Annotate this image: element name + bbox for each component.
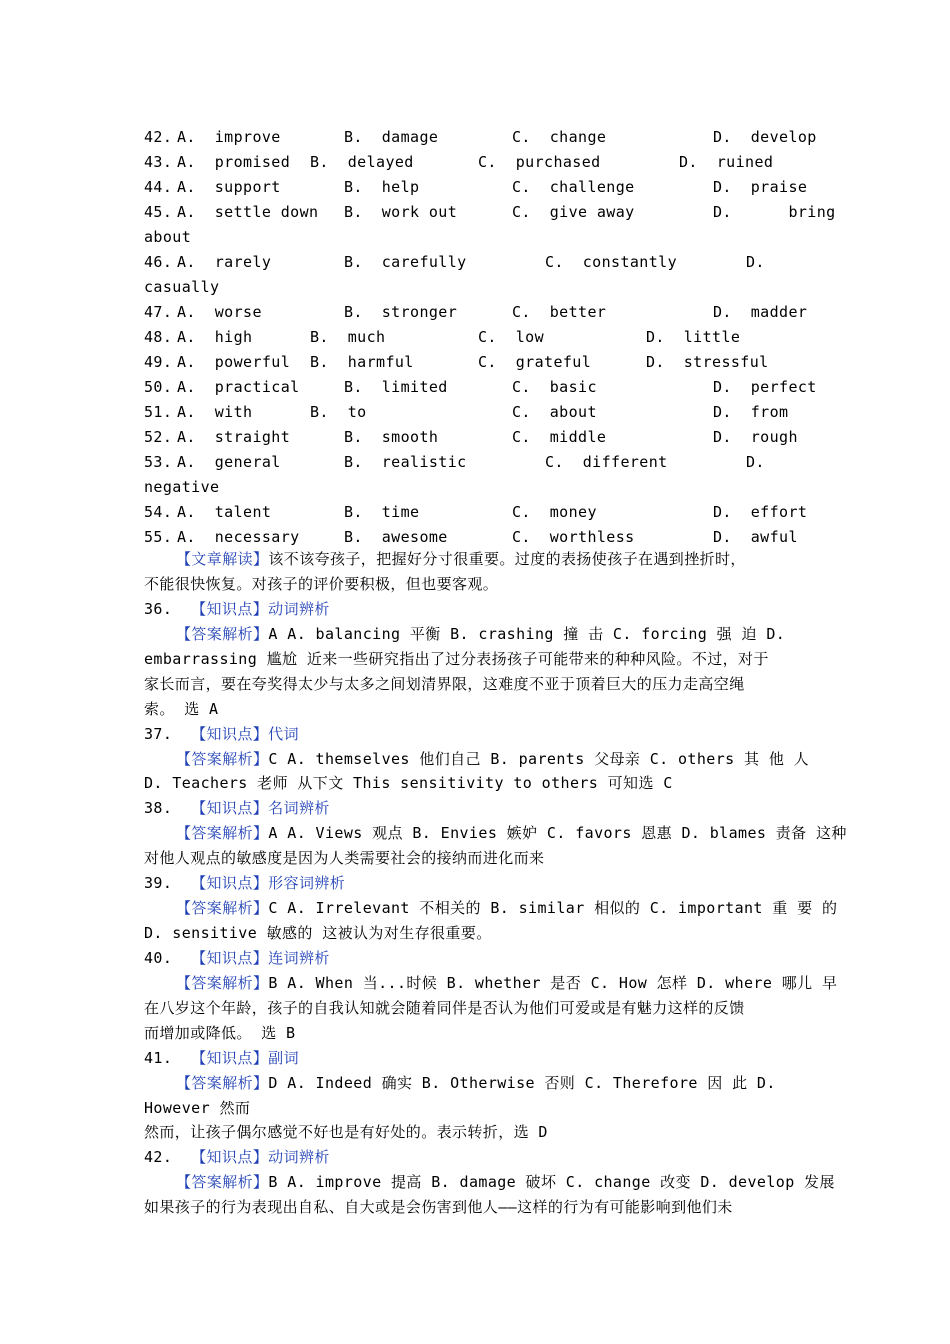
knowledge-point-text: 动词辨析 <box>268 600 330 618</box>
option-c: C. constantly <box>545 253 678 271</box>
explanation-line <box>144 1096 809 1121</box>
explanation-text: A A. Views 观点 B. Envies 嫉妒 C. favors 恩惠 D. blames 责备 这种 <box>268 824 847 843</box>
option-a: A. improve <box>177 128 281 146</box>
question-options-row <box>144 175 809 200</box>
answer-tag: 【答案解析】 <box>176 1073 269 1092</box>
question-options-row <box>144 250 809 275</box>
explanation-text: embarrassing 尴尬 近来一些研究指出了过分表扬孩子可能带来的种种风险。不过，对于 <box>144 649 769 668</box>
question-number: 52. <box>144 428 173 446</box>
option-c: C. worthless <box>512 528 635 546</box>
explanation-line <box>144 771 809 796</box>
knowledge-point-line <box>144 796 330 821</box>
knowledge-point-line <box>144 1145 330 1170</box>
option-a: A. high <box>177 328 253 346</box>
question-options-row <box>144 200 836 225</box>
option-c: C. better <box>512 303 607 321</box>
reading-tag: 【文章解读】 <box>176 550 269 568</box>
option-c: C. basic <box>512 378 597 396</box>
explanation-line <box>144 672 809 697</box>
explanation-text: 而增加或降低。 选 B <box>144 1023 296 1042</box>
reading-text: 该不该夸孩子，把握好分寸很重要。过度的表扬使孩子在遇到挫折时， <box>268 550 746 568</box>
knowledge-point-line <box>144 946 330 971</box>
question-number: 55. <box>144 528 173 546</box>
question-options-row <box>144 125 817 150</box>
answer-tag: 【答案解析】 <box>176 749 269 768</box>
answer-tag: 【答案解析】 <box>176 625 269 643</box>
option-wrap-text: casually <box>144 278 220 296</box>
option-a: A. promised <box>177 153 291 171</box>
explanation-text: However 然而 <box>144 1098 251 1117</box>
knowledge-point-text: 副词 <box>268 1048 299 1067</box>
option-b: B. to <box>310 403 367 421</box>
knowledge-point-text: 代词 <box>268 724 299 743</box>
answer-tag: 【答案解析】 <box>176 974 269 992</box>
explanation-text: 然而，让孩子偶尔感觉不好也是有好处的。表示转折，选 D <box>144 1123 548 1142</box>
option-d: D. awful <box>713 528 798 546</box>
option-a: A. general <box>177 453 281 471</box>
option-d: D. effort <box>713 503 808 521</box>
answer-tag: 【答案解析】 <box>176 1173 269 1192</box>
option-d: D. praise <box>713 178 808 196</box>
answer-explanation <box>144 622 809 722</box>
explanation-line <box>144 846 809 871</box>
explanation-text: D A. Indeed 确实 B. Otherwise 否则 C. Therefore 因 此 D. <box>268 1073 776 1092</box>
option-c: C. give away <box>512 203 635 221</box>
explanation-text: 在八岁这个年龄，孩子的自我认知就会随着同伴是否认为他们可爱或是有魅力这样的反馈 <box>144 998 745 1017</box>
option-c: C. money <box>512 503 597 521</box>
question-options-row <box>144 350 809 375</box>
explanation-line <box>144 1170 835 1195</box>
option-a: A. with <box>177 403 253 421</box>
option-c: C. low <box>478 328 545 346</box>
option-d: D. from <box>713 403 789 421</box>
explanation-text: A A. balancing 平衡 B. crashing 撞 击 C. forcing 强 迫 D. <box>268 625 786 643</box>
question-number: 49. <box>144 353 173 371</box>
answer-explanation <box>144 821 847 871</box>
explanation-text: 家长而言，要在夸奖得太少与太多之间划清界限，这难度不亚于顶着巨大的压力走高空绳 <box>144 674 745 693</box>
question-number: 42. <box>144 128 173 146</box>
option-b: B. awesome <box>344 528 448 546</box>
question-options-row <box>144 375 817 400</box>
option-b: B. stronger <box>344 303 458 321</box>
explanation-line <box>144 647 809 672</box>
option-d: D. perfect <box>713 378 817 396</box>
explanation-text: C A. themselves 他们自己 B. parents 父母亲 C. others 其 他 人 <box>268 749 810 768</box>
option-a: A. support <box>177 178 281 196</box>
option-b: B. delayed <box>310 153 414 171</box>
answer-tag: 【答案解析】 <box>176 824 269 843</box>
option-b: B. carefully <box>344 253 467 271</box>
question-number: 46. <box>144 253 173 271</box>
article-reading <box>144 547 809 597</box>
option-c: C. different <box>545 453 668 471</box>
option-d: D. little <box>646 328 741 346</box>
question-number: 53. <box>144 453 173 471</box>
explanation-line <box>144 996 809 1021</box>
option-d: D. stressful <box>646 353 769 371</box>
explanation-line <box>144 1195 809 1220</box>
reading-line: 不能很快恢复。对孩子的评价要积极，但也要客观。 <box>144 574 499 593</box>
question-number: 43. <box>144 153 173 171</box>
explanation-text: C A. Irrelevant 不相关的 B. similar 相似的 C. important 重 要 的 <box>268 899 838 918</box>
explanation-line <box>144 821 847 846</box>
explanation-text: D. sensitive 敏感的 这被认为对生存很重要。 <box>144 924 492 943</box>
question-options-row <box>144 400 809 425</box>
option-b: B. much <box>310 328 386 346</box>
question-options-row <box>144 150 809 175</box>
explanation-line <box>144 622 809 647</box>
knowledge-point-tag: 【知识点】 <box>191 949 269 967</box>
option-d: D. <box>746 253 765 271</box>
item-number: 41. <box>144 1048 192 1067</box>
option-b: B. limited <box>344 378 448 396</box>
knowledge-point-tag: 【知识点】 <box>191 724 269 743</box>
knowledge-point-tag: 【知识点】 <box>191 874 269 893</box>
option-d: D. <box>746 453 765 471</box>
answer-tag: 【答案解析】 <box>176 899 269 918</box>
option-b: B. time <box>344 503 420 521</box>
option-b: B. realistic <box>344 453 467 471</box>
option-c: C. about <box>512 403 597 421</box>
knowledge-point-text: 形容词辨析 <box>268 874 346 893</box>
knowledge-point-tag: 【知识点】 <box>191 1148 269 1167</box>
knowledge-point-tag: 【知识点】 <box>191 799 269 818</box>
knowledge-point-line <box>144 722 299 747</box>
explanation-line <box>144 971 838 996</box>
question-number: 50. <box>144 378 173 396</box>
knowledge-point-text: 连词辨析 <box>268 949 330 967</box>
question-options-row <box>144 425 809 450</box>
question-number: 54. <box>144 503 173 521</box>
option-a: A. necessary <box>177 528 300 546</box>
option-d: D. bring <box>713 203 836 221</box>
answer-explanation <box>144 1170 835 1220</box>
option-a: A. straight <box>177 428 291 446</box>
item-number: 37. <box>144 724 192 743</box>
answer-explanation <box>144 896 838 946</box>
option-d: D. rough <box>713 428 798 446</box>
option-c: C. grateful <box>478 353 592 371</box>
option-b: B. harmful <box>310 353 414 371</box>
question-number: 47. <box>144 303 173 321</box>
answer-explanation <box>144 1071 809 1146</box>
option-d: D. ruined <box>679 153 774 171</box>
knowledge-point-tag: 【知识点】 <box>191 1048 269 1067</box>
option-c: C. purchased <box>478 153 601 171</box>
item-number: 40. <box>144 949 192 967</box>
answer-explanation <box>144 747 809 797</box>
option-wrap-text: about <box>144 228 192 246</box>
knowledge-point-line <box>144 871 345 896</box>
item-number: 38. <box>144 799 192 818</box>
option-a: A. powerful <box>177 353 291 371</box>
option-a: A. settle down <box>177 203 319 221</box>
explanation-text: B A. improve 提高 B. damage 破坏 C. change 改变 D. develop 发展 <box>268 1173 835 1192</box>
explanation-line <box>144 1021 809 1046</box>
question-number: 44. <box>144 178 173 196</box>
knowledge-point-text: 名词辨析 <box>268 799 330 818</box>
explanation-text: D. Teachers 老师 从下文 This sensitivity to others 可知选 C <box>144 774 673 793</box>
question-number: 48. <box>144 328 173 346</box>
explanation-text: B A. When 当...时候 B. whether 是否 C. How 怎样 D. where 哪儿 早 <box>268 974 838 992</box>
knowledge-point-line <box>144 1046 299 1071</box>
knowledge-point-line <box>144 597 330 622</box>
option-b: B. damage <box>344 128 439 146</box>
explanation-line <box>144 1120 809 1145</box>
explanation-line <box>144 921 809 946</box>
option-a: A. talent <box>177 503 272 521</box>
explanation-line <box>144 697 809 722</box>
option-b: B. help <box>344 178 420 196</box>
explanation-text: 对他人观点的敏感度是因为人类需要社会的接纳而进化而来 <box>144 849 545 868</box>
explanation-text: 如果孩子的行为表现出自私、自大或是会伤害到他人——这样的行为有可能影响到他们未 <box>144 1198 733 1217</box>
item-number: 36. <box>144 600 192 618</box>
knowledge-point-text: 动词辨析 <box>268 1148 330 1167</box>
option-a: A. worse <box>177 303 262 321</box>
question-options-row <box>144 325 809 350</box>
explanation-line <box>144 896 838 921</box>
option-d: D. madder <box>713 303 808 321</box>
option-wrap-text: negative <box>144 478 220 496</box>
option-b: B. smooth <box>344 428 439 446</box>
option-b: B. work out <box>344 203 458 221</box>
reading-line <box>144 547 809 572</box>
question-number: 45. <box>144 203 173 221</box>
question-number: 51. <box>144 403 173 421</box>
question-options-row <box>144 450 809 475</box>
answer-explanation <box>144 971 838 1046</box>
option-a: A. rarely <box>177 253 272 271</box>
explanation-text: 索。 选 A <box>144 699 219 718</box>
option-c: C. change <box>512 128 607 146</box>
knowledge-point-tag: 【知识点】 <box>191 600 269 618</box>
option-d: D. develop <box>713 128 817 146</box>
question-options-row <box>144 300 809 325</box>
item-number: 39. <box>144 874 192 893</box>
explanation-line <box>144 1071 809 1096</box>
option-a: A. practical <box>177 378 300 396</box>
question-options-row <box>144 500 809 525</box>
explanation-line <box>144 747 809 772</box>
option-c: C. middle <box>512 428 607 446</box>
option-c: C. challenge <box>512 178 635 196</box>
item-number: 42. <box>144 1148 192 1167</box>
